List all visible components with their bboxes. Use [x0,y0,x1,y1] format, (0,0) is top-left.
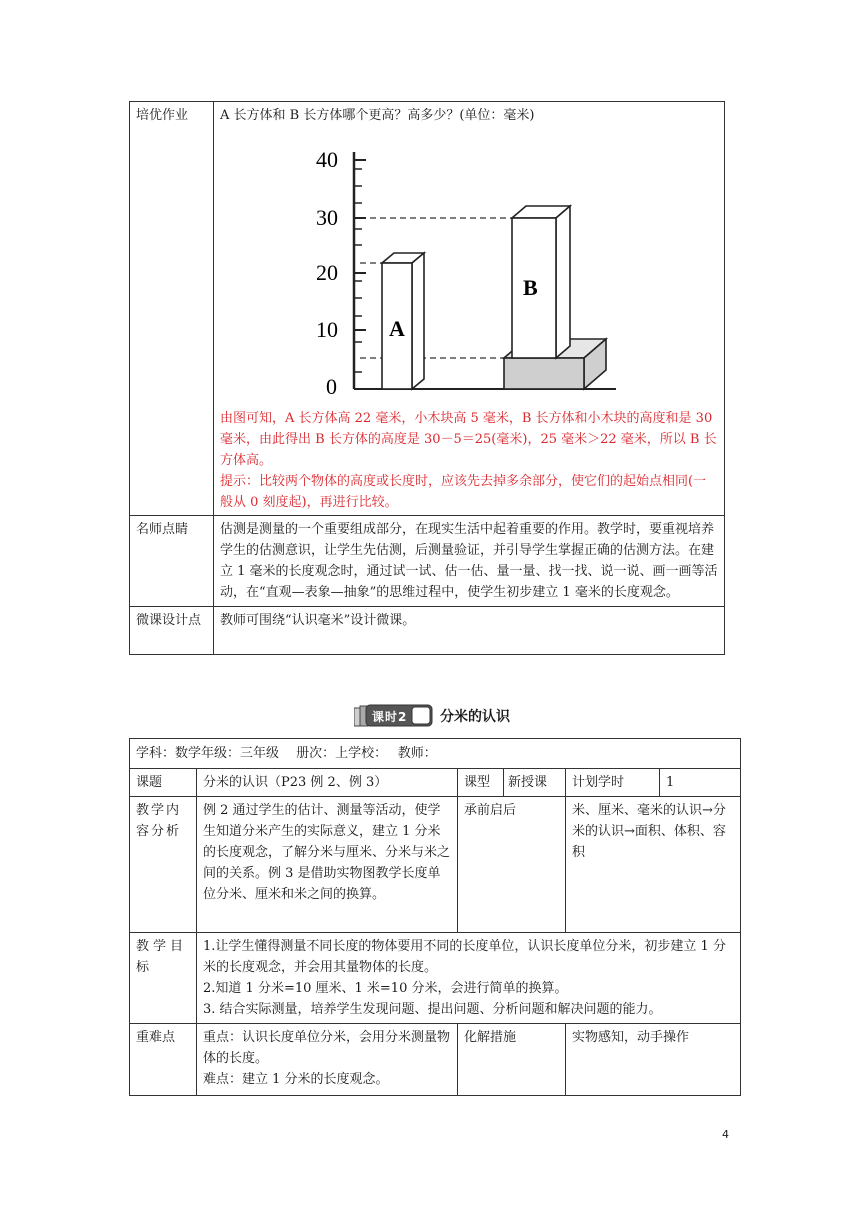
table-row [130,102,725,516]
key-label: 重难点 [130,1024,197,1096]
type-label: 课型 [458,769,504,797]
box-b [512,206,570,358]
box-a [382,253,424,389]
lesson-header [0,702,860,730]
table-row [130,516,725,607]
table-row [130,933,741,1024]
hours-value: 1 [660,769,741,797]
homework-cell [214,102,725,516]
homework-tip: 提示：比较两个物体的高度或长度时，应该先去掉多余部分，使它们的起始点相同(一般从 0 刻度起)，再进行比较。 [220,474,707,510]
lesson-title: 分米的认识 [440,709,510,725]
teacher-notes-content: 估测是测量的一个重要组成部分，在现实生活中起着重要的作用。教学时，要重视培养学生的估测意识，让学生先估测，后测量验证，并引导学生掌握正确的估测方法。在建立 1 毫米的长度观念时，通过试一试、估一估、量一量、找一找、说一说、画一画等活动，在“直观—表象—抽象”的思维过程中，使学生初步建立 1 毫米的长度观念。 [214,516,725,607]
bridge-label: 承前启后 [458,797,566,933]
analysis-text: 例 2 通过学生的估计、测量等活动，使学生知道分米产生的实际意义，建立 1 分米的长度观念，了解分米与厘米、分米与米之间的关系。例 3 是借助实物图教学长度单位分米、厘米和米之间的换算。 [197,797,458,933]
table-row [130,607,725,655]
table-row [130,797,741,933]
resolve-label: 化解措施 [458,1024,566,1096]
resolve-text: 实物感知，动手操作 [566,1024,741,1096]
axis-tick-label-10: 10 [316,317,338,342]
axis-tick-label-20: 20 [316,260,338,285]
axis-tick-label-0: 0 [326,374,337,396]
bridge-text: 米、厘米、毫米的认识→分米的认识→面积、体积、容积 [566,797,741,933]
lesson-badge-text: 课时2 [372,710,408,724]
topic-label: 课题 [130,769,197,797]
topic-value: 分米的认识（P23 例 2、例 3） [197,769,458,797]
key-cell [197,1024,458,1096]
info-line: 学科：数学年级：三年级 册次：上学校： 教师： [130,739,741,769]
row-label-homework: 培优作业 [130,102,214,516]
hours-label: 计划学时 [566,769,660,797]
analysis-label: 教学内容分析 [130,797,197,933]
micro-lesson-content: 教师可围绕“认识毫米”设计微课。 [214,607,725,655]
homework-question: A 长方体和 B 长方体哪个更高？高多少？(单位：毫米) [220,108,535,123]
page-number: 4 [722,1128,729,1141]
goal-item: 1.让学生懂得测量不同长度的物体要用不同的长度单位，认识长度单位分米，初步建立 1 分米的长度观念，并会用其量物体的长度。 [203,939,726,975]
table-row [130,769,741,797]
goals-cell [197,933,741,1024]
goal-item: 3. 结合实际测量，培养学生发现问题、提出问题、分析问题和解决问题的能力。 [203,1002,662,1017]
height-comparison-figure [316,132,736,396]
table-row [130,1024,741,1096]
row-label-micro-lesson: 微课设计点 [130,607,214,655]
lesson-plan-table [129,738,741,1096]
row-label-teacher-notes: 名师点睛 [130,516,214,607]
homework-table [129,101,725,655]
box-b-label: B [523,275,538,300]
axis-tick-label-40: 40 [316,147,338,172]
box-a-label: A [389,316,405,341]
key-point: 重点：认识长度单位分米，会用分米测量物体的长度。 [203,1030,451,1066]
goals-label: 教学目标 [130,933,197,1024]
homework-answer: 由图可知，A 长方体高 22 毫米，小木块高 5 毫米，B 长方体和小木块的高度和是 30 毫米，由此得出 B 长方体的高度是 30－5＝25(毫米)，25 毫米＞22 毫米，所以 B 长方体高。 [220,411,717,468]
difficult-point: 难点：建立 1 分米的长度观念。 [203,1072,389,1087]
axis-tick-label-30: 30 [316,205,338,230]
goal-item: 2.知道 1 分米=10 厘米、1 米=10 分米，会进行简单的换算。 [203,981,568,996]
type-value: 新授课 [504,769,566,797]
table-row [130,739,741,769]
